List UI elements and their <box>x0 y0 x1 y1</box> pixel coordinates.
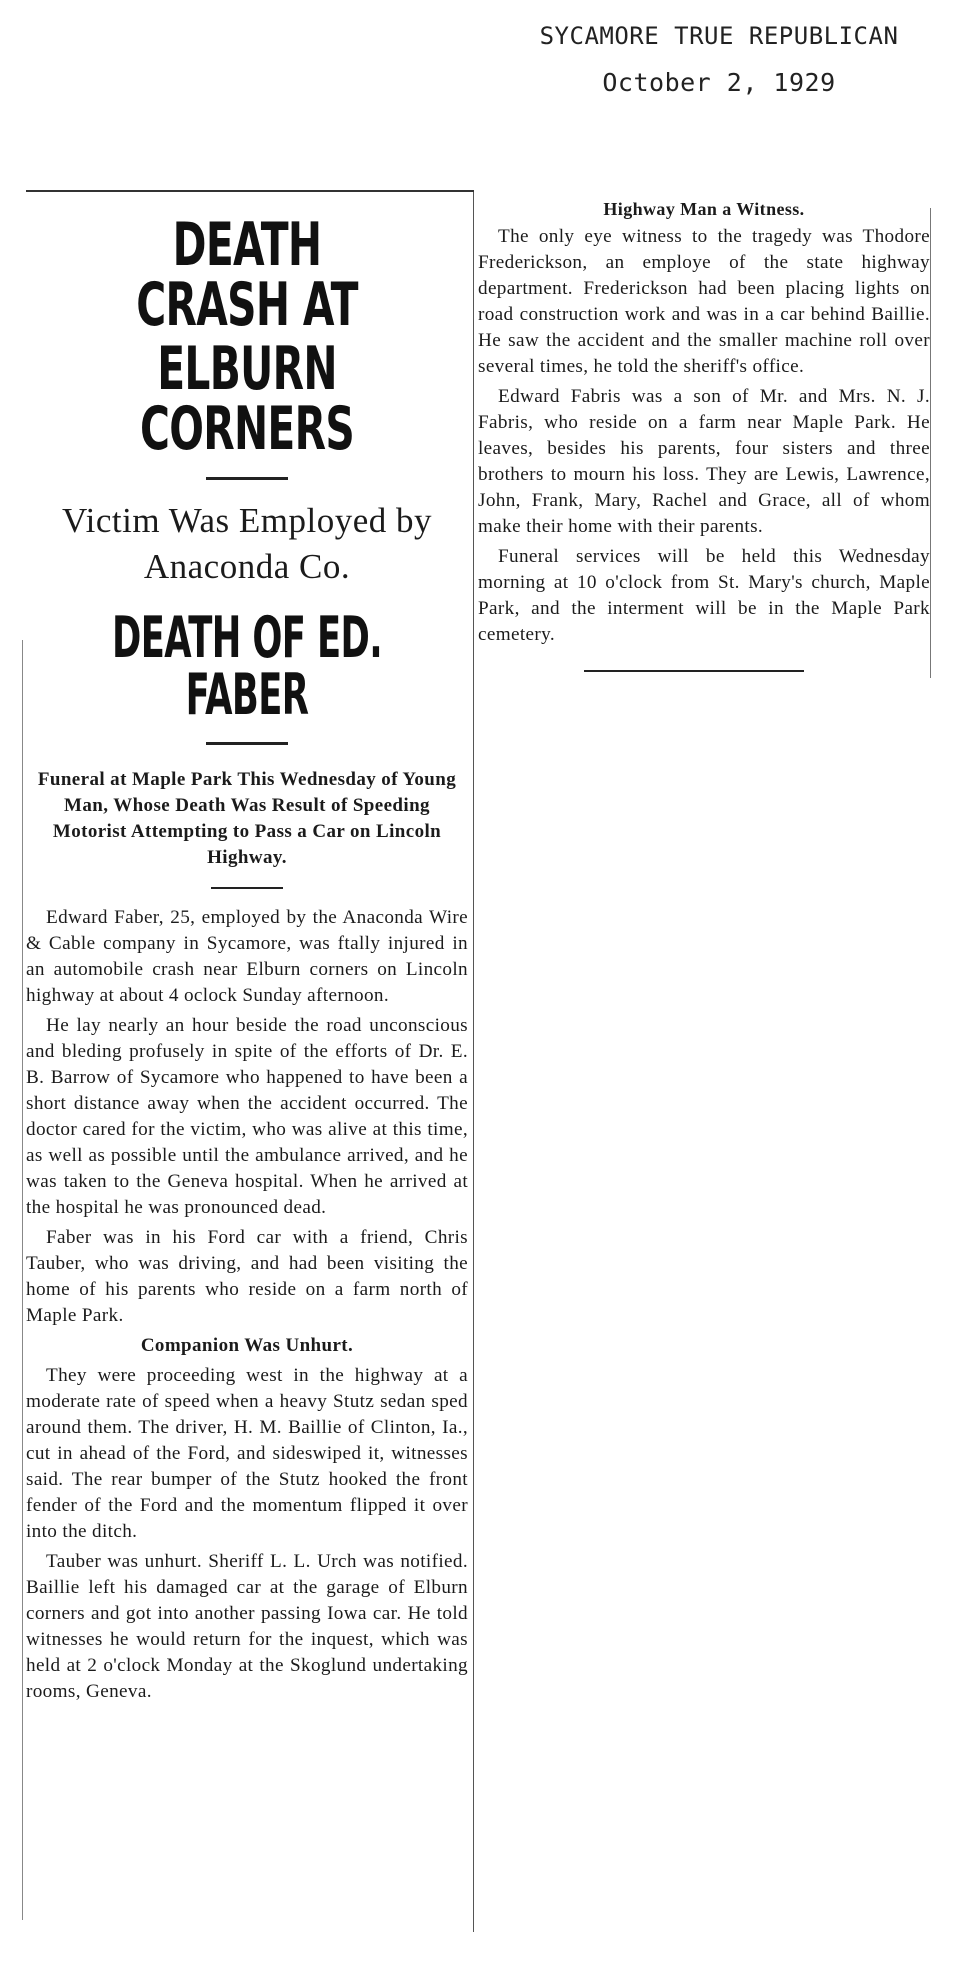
section-2-body <box>26 1363 468 1705</box>
publication-name: SYCAMORE TRUE REPUBLICAN <box>539 22 899 50</box>
right-column <box>478 193 930 672</box>
headline-2-rule <box>206 742 288 745</box>
column-divider <box>473 192 474 1932</box>
masthead <box>509 22 929 97</box>
headline-2: DEATH OF ED. FABER <box>111 605 383 729</box>
deck: Victim Was Employed by Anaconda Co. <box>62 501 432 587</box>
paragraph: He lay nearly an hour beside the road unconscious and bleding profusely in spite of the efforts of Dr. E. B. Barrow of Sycamore who happened to have been a short distance away when the accident occurred. The doctor cared for the victim, who was alive at this time, as well as possible until the ambulance arrived, and he was taken to the Geneva hospital. When he arrived at the hospital he was pronounced dead. <box>26 1014 468 1218</box>
headline-rule <box>206 477 288 480</box>
section-3-body <box>478 224 930 648</box>
paragraph: The only eye witness to the tragedy was Thodore Frederickson, an employe of the state highway department. Frederickson had been placing lights on road construction work and was in a car behind Baillie. He saw the accident and the smaller machine roll over several times, he told the sheriff's office. <box>478 226 930 377</box>
publication-date: October 2, 1929 <box>602 68 836 97</box>
paragraph: Edward Faber, 25, employed by the Anaconda Wire & Cable company in Sycamore, was ftally injured in an automobile crash near Elburn corners on Lincoln highway at about 4 oclock Sunday afternoon. <box>26 906 468 1006</box>
paragraph: Edward Fabris was a son of Mr. and Mrs. N. J. Fabris, who reside on a farm near Maple Park. He leaves, besides his parents, four sisters and three brothers to mourn his loss. They are Lewis, Lawrence, John, Frank, Mary, Rachel and Grace, all of whom make their home with their parents. <box>478 386 930 537</box>
headline-line-1: DEATH CRASH AT <box>136 210 358 340</box>
headline-line-2: ELBURN CORNERS <box>139 334 355 464</box>
left-body <box>26 905 468 1329</box>
end-rule <box>584 670 804 672</box>
top-rule <box>26 190 474 192</box>
paragraph: They were proceeding west in the highway at a moderate rate of speed when a heavy Stutz sedan sped around them. The driver, H. M. Baillie of Clinton, Ia., cut in ahead of the Ford, and sideswiped it, witnesses said. The rear bumper of the Stutz hooked the front fender of the Ford and the momentum flipped it over into the ditch. <box>26 1364 468 1542</box>
subdeck-rule <box>211 887 283 889</box>
paragraph: Tauber was unhurt. Sheriff L. L. Urch was notified. Baillie left his damaged car at the garage of Elburn corners and got into another passing Iowa car. He told witnesses he would return for the inquest, which was held at 2 o'clock Monday at the Skoglund undertaking rooms, Geneva. <box>26 1550 468 1702</box>
right-column-edge <box>930 208 931 678</box>
left-column-edge <box>22 640 23 1920</box>
paragraph: Funeral services will be held this Wednesday morning at 10 o'clock from St. Mary's church, Maple Park, and the interment will be in the Maple Park cemetery. <box>478 546 930 645</box>
paragraph: Faber was in his Ford car with a friend, Chris Tauber, who was driving, and had been visiting the home of his parents who reside on a farm north of Maple Park. <box>26 1226 468 1326</box>
left-column <box>26 193 468 1705</box>
section-heading-companion: Companion Was Unhurt. <box>140 1334 354 1356</box>
section-heading-witness: Highway Man a Witness. <box>603 199 805 219</box>
subdeck: Funeral at Maple Park This Wednesday of Young Man, Whose Death Was Result of Speeding Motorist Attempting to Pass a Car on Lincoln Highway. <box>37 769 457 868</box>
